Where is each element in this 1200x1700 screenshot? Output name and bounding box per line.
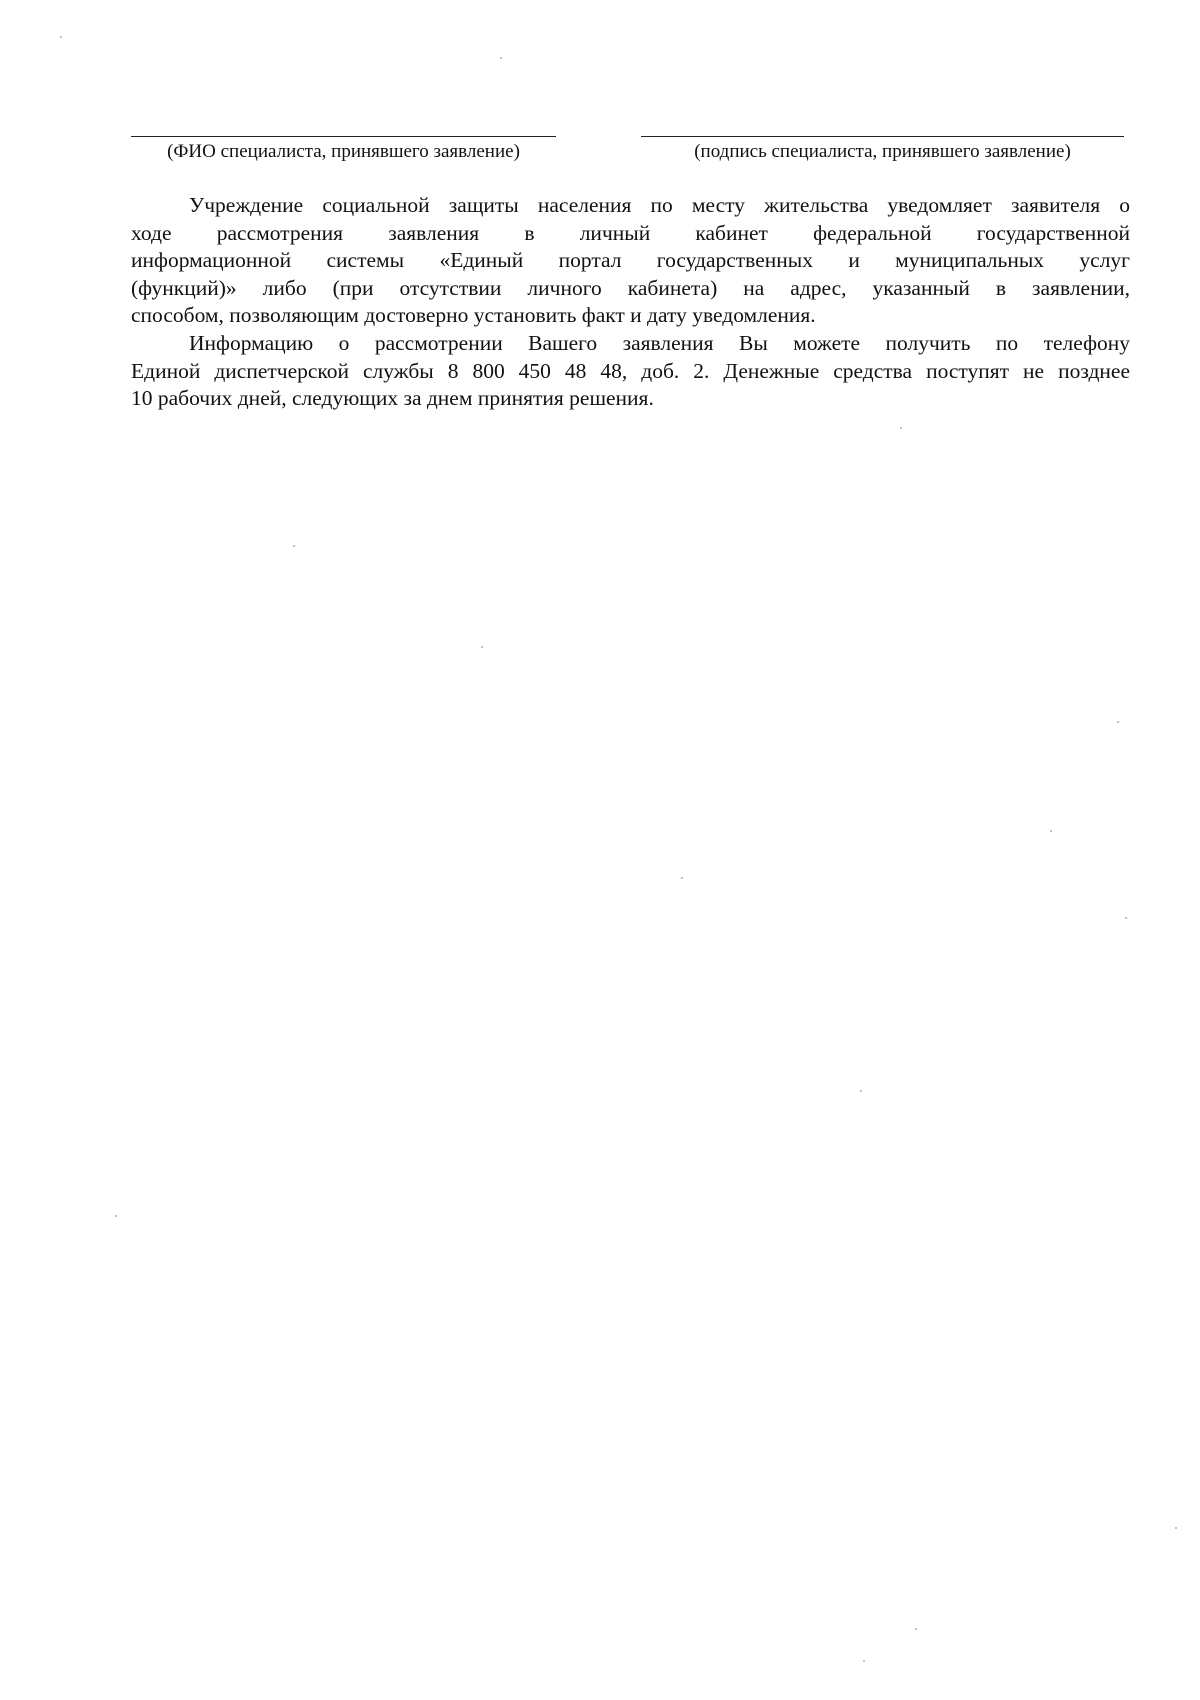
scan-speck	[863, 1660, 865, 1662]
paragraph-line: 10 рабочих дней, следующих за днем принятия решения.	[131, 386, 654, 411]
specialist-signature-caption: (подпись специалиста, принявшего заявление)	[694, 141, 1071, 162]
specialist-name-field	[131, 136, 556, 163]
scan-speck	[1050, 830, 1052, 832]
notification-paragraph	[131, 192, 1130, 330]
name-signature-line	[131, 136, 556, 137]
paragraph-line: информационной системы «Единый портал государственных и муниципальных услуг	[131, 248, 1130, 273]
scan-speck	[481, 646, 483, 648]
scan-speck	[293, 545, 295, 547]
paragraph-line: Учреждение социальной защиты населения по месту жительства уведомляет заявителя о	[189, 193, 1130, 217]
specialist-name-caption: (ФИО специалиста, принявшего заявление)	[167, 141, 520, 162]
scan-speck	[915, 1628, 917, 1630]
contact-info-paragraph	[131, 330, 1130, 413]
scan-speck	[60, 36, 62, 38]
paragraph-line: способом, позволяющим достоверно установить факт и дату уведомления.	[131, 303, 816, 328]
scan-speck	[1175, 1527, 1177, 1529]
paragraph-line: Информацию о рассмотрении Вашего заявления Вы можете получить по телефону	[189, 330, 1130, 355]
paragraph-line: ходе рассмотрения заявления в личный кабинет федеральной государственной	[131, 220, 1130, 245]
scan-speck	[681, 877, 683, 879]
specialist-signature-field	[641, 136, 1124, 163]
scan-speck	[860, 1090, 862, 1092]
notice-text	[131, 192, 1130, 413]
scan-speck	[115, 1215, 117, 1217]
scan-speck	[500, 57, 502, 59]
scan-speck	[1117, 721, 1119, 723]
scan-speck	[900, 427, 902, 429]
paragraph-line: (функций)» либо (при отсутствии личного кабинета) на адрес, указанный в заявлении,	[131, 275, 1130, 300]
paragraph-line: Единой диспетчерской службы 8 800 450 48 48, доб. 2. Денежные средства поступят не позднее	[131, 358, 1130, 383]
scan-speck	[1125, 917, 1127, 919]
signature-line	[641, 136, 1124, 137]
